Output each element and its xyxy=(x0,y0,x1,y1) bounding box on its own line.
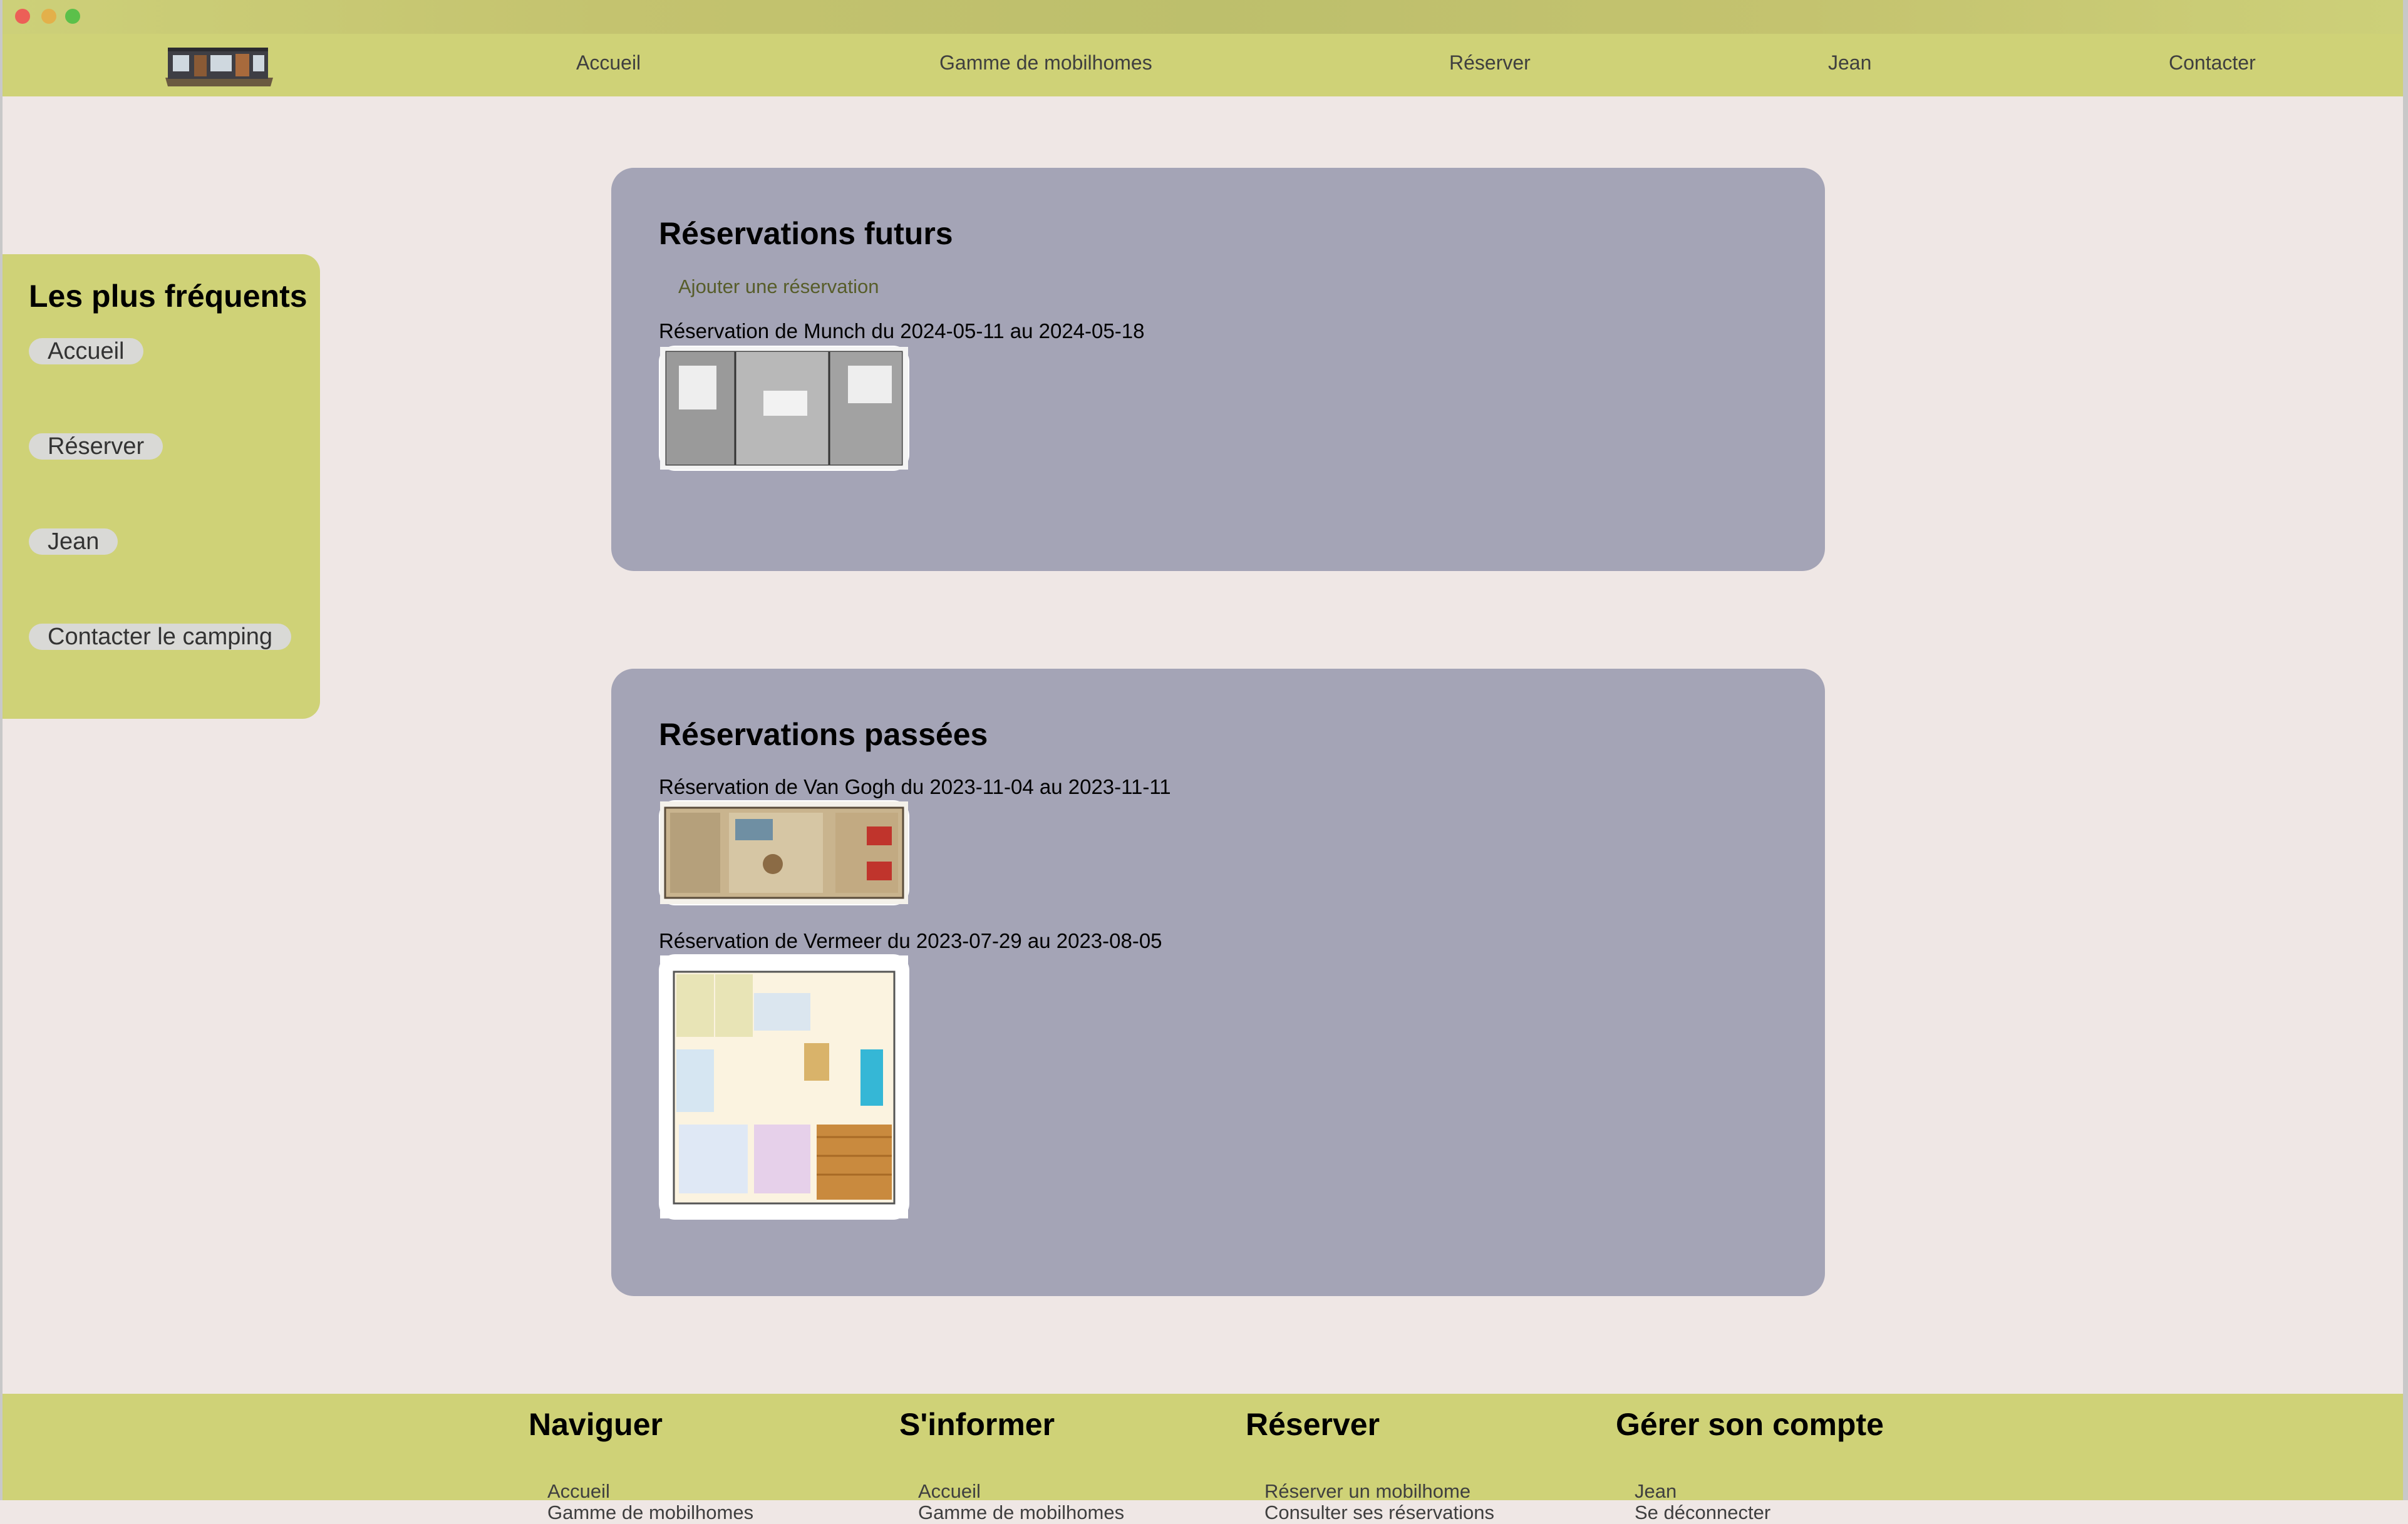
sidebar-item-accueil[interactable]: Accueil xyxy=(29,338,143,364)
footer-column-title: S'informer xyxy=(899,1407,1055,1442)
frequent-links-sidebar xyxy=(3,254,320,719)
footer-link[interactable]: Gamme de mobilhomes xyxy=(547,1501,754,1523)
footer-column-title: Naviguer xyxy=(529,1407,663,1442)
footer-link[interactable]: Se déconnecter xyxy=(1635,1501,1771,1523)
footer-column-sinformer xyxy=(899,1406,1125,1523)
add-reservation-link[interactable]: Ajouter une réservation xyxy=(678,275,879,297)
sidebar-item-reserver[interactable]: Réserver xyxy=(29,433,163,460)
footer-link[interactable]: Accueil xyxy=(918,1480,981,1502)
nav-link-account[interactable]: Jean xyxy=(1828,51,1872,74)
sidebar-title: Les plus fréquents xyxy=(29,279,307,314)
footer-link[interactable]: Consulter ses réservations xyxy=(1264,1501,1494,1523)
footer-column-title: Gérer son compte xyxy=(1616,1407,1884,1442)
footer-link[interactable]: Réserver un mobilhome xyxy=(1264,1480,1471,1502)
nav-link-reserver[interactable]: Réserver xyxy=(1449,51,1531,74)
window-titlebar xyxy=(3,0,2403,34)
site-footer xyxy=(3,1394,2403,1523)
reservation-text: Réservation de Van Gogh du 2023-11-04 au 2023-11-11 xyxy=(659,775,1171,798)
floorplan-thumbnail[interactable] xyxy=(659,954,909,1220)
close-window-icon[interactable] xyxy=(15,9,30,24)
footer-link[interactable]: Jean xyxy=(1635,1480,1677,1502)
top-navigation xyxy=(3,34,2403,96)
future-reservations-panel xyxy=(611,168,1825,571)
footer-column-naviguer xyxy=(529,1406,754,1523)
footer-link[interactable]: Gamme de mobilhomes xyxy=(918,1501,1125,1523)
mobilhome-logo[interactable] xyxy=(163,41,276,91)
reservation-text: Réservation de Munch du 2024-05-11 au 2024-05-18 xyxy=(659,319,1145,342)
footer-column-reserver xyxy=(1246,1406,1494,1523)
past-reservations-panel xyxy=(611,669,1825,1296)
reservation-text: Réservation de Vermeer du 2023-07-29 au 2023-08-05 xyxy=(659,929,1162,952)
nav-link-gamme[interactable]: Gamme de mobilhomes xyxy=(939,51,1152,74)
floorplan-thumbnail[interactable] xyxy=(659,346,909,471)
footer-link[interactable]: Accueil xyxy=(547,1480,610,1502)
footer-column-compte xyxy=(1616,1406,1884,1523)
past-reservations-title: Réservations passées xyxy=(659,717,988,752)
sidebar-item-account[interactable]: Jean xyxy=(29,528,118,555)
maximize-window-icon[interactable] xyxy=(65,9,80,24)
floorplan-thumbnail[interactable] xyxy=(659,800,909,905)
nav-link-accueil[interactable]: Accueil xyxy=(576,51,641,74)
sidebar-item-contact[interactable]: Contacter le camping xyxy=(29,624,291,650)
footer-column-title: Réserver xyxy=(1246,1407,1380,1442)
future-reservations-title: Réservations futurs xyxy=(659,216,953,251)
minimize-window-icon[interactable] xyxy=(41,9,56,24)
nav-link-contacter[interactable]: Contacter xyxy=(2169,51,2256,74)
